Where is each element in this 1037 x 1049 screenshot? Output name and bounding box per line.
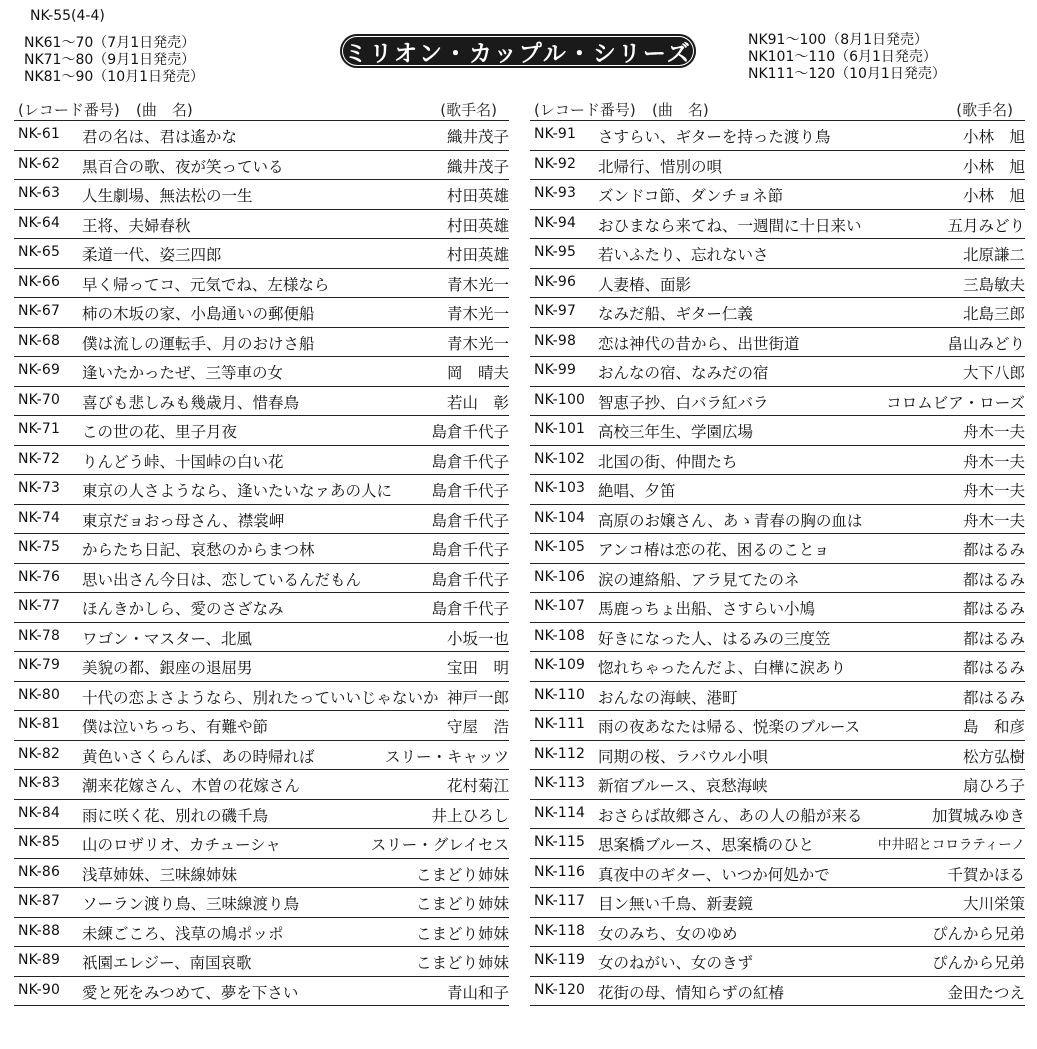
record-code: NK-106	[534, 568, 586, 585]
table-row	[14, 563, 509, 593]
table-row	[530, 238, 1025, 268]
record-code: NK-107	[534, 598, 586, 614]
table-row	[530, 681, 1025, 711]
table-row	[14, 504, 509, 534]
song-titles: 恋は神代の昔から、出世街道	[598, 334, 800, 353]
record-code: NK-95	[534, 244, 577, 260]
record-code: NK-71	[18, 421, 61, 437]
record-code: NK-116	[534, 863, 586, 880]
record-code: NK-77	[18, 598, 61, 614]
record-code: NK-118	[534, 922, 586, 939]
song-titles: 僕は流しの運転手、月のおけさ船	[82, 334, 315, 353]
song-titles: 君の名は、君は遙かな	[82, 128, 238, 146]
record-code: NK-117	[534, 893, 586, 909]
song-titles: 未練ごころ、浅草の鳩ポッポ	[82, 924, 284, 943]
record-code: NK-115	[534, 834, 586, 850]
table-row	[14, 533, 509, 563]
artist-name: 花村菊江	[446, 777, 509, 795]
table-row	[530, 533, 1025, 563]
artist-name: 島倉千代子	[431, 570, 509, 589]
song-titles: 美貌の都、銀座の退屈男	[82, 659, 253, 677]
song-titles: 逢いたかったぜ、三等車の女	[82, 364, 284, 382]
song-titles: 花街の母、情知らずの紅椿	[598, 983, 785, 1002]
song-titles: 黄色いさくらんぼ、あの時帰れば	[82, 747, 315, 766]
table-row	[530, 504, 1025, 534]
record-code: NK-75	[18, 539, 61, 555]
table-row	[530, 563, 1025, 593]
table-row	[14, 858, 509, 888]
artist-name: スリー・グレイセス	[370, 836, 509, 854]
table-row	[530, 887, 1025, 917]
artist-name: 織井茂子	[446, 157, 509, 176]
record-code: NK-90	[18, 981, 61, 998]
record-code: NK-80	[18, 686, 61, 703]
header-title: (曲 名)	[136, 101, 193, 119]
table-row	[14, 415, 509, 445]
record-code: NK-61	[18, 126, 61, 142]
record-code: NK-83	[18, 775, 61, 791]
artist-name: 島倉千代子	[431, 482, 509, 500]
artist-name: 五月みどり	[947, 216, 1025, 235]
song-titles: 愛と死をみつめて、夢を下さい	[82, 983, 299, 1002]
table-row	[530, 946, 1025, 976]
table-row	[14, 445, 509, 475]
song-titles: 北国の街、仲間たち	[598, 452, 738, 471]
table-row	[14, 976, 509, 1007]
record-code: NK-74	[18, 509, 61, 526]
song-titles: 王将、夫婦春秋	[82, 216, 191, 235]
table-row	[14, 179, 509, 209]
song-titles: おひまなら来てね、一週間に十日来い	[598, 216, 862, 235]
table-row	[530, 356, 1025, 386]
record-code: NK-87	[18, 893, 61, 909]
record-code: NK-111	[534, 716, 586, 732]
song-titles: 智恵子抄、白バラ紅バラ	[598, 393, 769, 412]
table-row	[530, 297, 1025, 327]
record-code: NK-101	[534, 421, 586, 437]
artist-name: こまどり姉妹	[415, 924, 509, 943]
table-row	[530, 120, 1025, 150]
record-code: NK-65	[18, 244, 61, 260]
artist-name: 千賀かほる	[947, 865, 1025, 884]
song-titles: 黒百合の歌、夜が笑っている	[82, 157, 284, 176]
left-column	[14, 94, 509, 1006]
table-row	[530, 150, 1025, 180]
table-row	[14, 297, 509, 327]
artist-name: 青木光一	[446, 275, 509, 294]
record-code: NK-63	[18, 185, 61, 201]
record-code: NK-91	[534, 126, 577, 142]
table-row	[14, 209, 509, 239]
song-titles: 涙の連絡船、アラ見てたのネ	[598, 570, 800, 589]
table-row	[14, 887, 509, 917]
record-code: NK-67	[18, 303, 61, 319]
song-titles: 喜びも悲しみも幾歳月、惜春鳥	[82, 393, 300, 412]
song-titles: 人生劇場、無法松の一生	[82, 187, 253, 205]
artist-name: 畠山みどり	[947, 334, 1025, 353]
record-code: NK-78	[18, 627, 61, 644]
artist-name: 都はるみ	[962, 541, 1025, 559]
record-code: NK-88	[18, 922, 61, 939]
table-row	[530, 415, 1025, 445]
record-code: NK-112	[534, 745, 586, 762]
artist-name: こまどり姉妹	[415, 895, 509, 913]
song-titles: 東京の人さようなら、逢いたいなァあの人に	[82, 482, 393, 500]
record-code: NK-85	[18, 834, 61, 850]
song-titles: ワゴン・マスター、北風	[82, 629, 252, 648]
table-row	[14, 917, 509, 947]
record-code: NK-113	[534, 775, 586, 791]
artist-name: 守屋 浩	[446, 718, 509, 736]
artist-name: 北島三郎	[962, 305, 1025, 323]
record-code: NK-105	[534, 539, 586, 555]
table-row	[530, 917, 1025, 947]
artist-name: 織井茂子	[446, 128, 509, 146]
artist-name: 北原謙二	[962, 246, 1025, 264]
record-code: NK-73	[18, 480, 61, 496]
record-code: NK-76	[18, 568, 61, 585]
artist-name: 宝田 明	[446, 659, 509, 677]
artist-name: 小林 旭	[962, 128, 1025, 146]
record-code: NK-104	[534, 509, 586, 526]
table-row	[530, 976, 1025, 1007]
table-row	[530, 474, 1025, 504]
artist-name: 岡 晴夫	[446, 364, 509, 382]
song-titles: 同期の桜、ラバウル小唄	[598, 747, 769, 766]
song-titles: からたち日記、哀愁のからまつ林	[82, 541, 315, 559]
record-code: NK-120	[534, 981, 586, 998]
release-info-right	[748, 32, 946, 83]
table-row	[14, 828, 509, 858]
record-code: NK-94	[534, 214, 577, 231]
artist-name: 舟木一夫	[962, 511, 1025, 530]
artist-name: 舟木一夫	[962, 423, 1025, 441]
record-code: NK-96	[534, 273, 577, 290]
table-row	[14, 327, 509, 357]
record-code: NK-98	[534, 332, 577, 349]
record-code: NK-102	[534, 450, 586, 467]
table-row	[14, 681, 509, 711]
table-row	[14, 120, 509, 150]
song-titles: 人妻椿、面影	[598, 275, 692, 294]
song-titles: 北帰行、惜別の唄	[598, 157, 723, 176]
header-code: (レコード番号)	[534, 101, 636, 119]
artist-name: こまどり姉妹	[415, 954, 509, 972]
song-titles: おんなの海峡、港町	[598, 688, 738, 707]
song-titles: 女のねがい、女のきず	[598, 954, 754, 972]
artist-name: 青木光一	[446, 334, 509, 353]
song-titles: おさらば故郷さん、あの人の船が来る	[598, 806, 863, 825]
artist-name: 加賀城みゆき	[931, 806, 1025, 825]
artist-name: 松方弘樹	[962, 747, 1025, 766]
record-code: NK-92	[534, 155, 577, 172]
right-column	[530, 94, 1025, 1006]
artist-name: 若山 彰	[446, 393, 509, 412]
artist-name: 島倉千代子	[431, 452, 509, 471]
release-line: NK91～100（8月1日発売）	[748, 32, 929, 48]
artist-name: 大川栄策	[962, 895, 1025, 913]
song-titles: 若いふたり、忘れないさ	[598, 246, 769, 264]
table-row	[14, 150, 509, 180]
artist-name: コロムビア・ローズ	[886, 393, 1025, 412]
release-line: NK81～90（10月1日発売）	[24, 69, 205, 85]
artist-name: ぴんから兄弟	[931, 954, 1025, 972]
table-row	[530, 828, 1025, 858]
table-row	[530, 327, 1025, 357]
table-row	[530, 209, 1025, 239]
table-row	[530, 592, 1025, 622]
record-code: NK-89	[18, 952, 61, 968]
record-code: NK-81	[18, 716, 61, 732]
table-row	[14, 651, 509, 681]
song-titles: 祇園エレジー、南国哀歌	[82, 954, 252, 972]
artist-name: こまどり姉妹	[415, 865, 509, 884]
song-titles: 絶唱、夕笛	[598, 482, 676, 500]
release-info-left	[24, 35, 204, 86]
song-titles: ほんきかしら、愛のさざなみ	[82, 600, 284, 618]
record-code: NK-66	[18, 273, 61, 290]
song-titles: 雨に咲く花、別れの磯千鳥	[82, 806, 269, 825]
song-titles: 潮来花嫁さん、木曽の花嫁さん	[82, 777, 300, 795]
record-code: NK-119	[534, 952, 586, 968]
song-titles: 目ン無い千鳥、新妻鏡	[598, 895, 754, 913]
header-artist: (歌手名)	[440, 101, 497, 119]
artist-name: 舟木一夫	[962, 452, 1025, 471]
table-row	[530, 740, 1025, 770]
table-row	[14, 592, 509, 622]
artist-name: 村田英雄	[446, 187, 509, 205]
artist-name: 小坂一也	[446, 629, 509, 648]
record-code: NK-99	[534, 362, 577, 378]
table-row	[14, 769, 509, 799]
record-code: NK-68	[18, 332, 61, 349]
record-code: NK-108	[534, 627, 586, 644]
artist-name: 都はるみ	[962, 659, 1025, 677]
record-code: NK-86	[18, 863, 61, 880]
song-titles: さすらい、ギターを持った渡り鳥	[598, 128, 831, 146]
header-title: (曲 名)	[652, 101, 709, 119]
release-line: NK101～110（6月1日発売）	[748, 49, 937, 65]
table-row	[14, 740, 509, 770]
song-titles: 思い出さん今日は、恋しているんだもん	[82, 570, 362, 589]
table-row	[530, 651, 1025, 681]
table-row	[530, 710, 1025, 740]
release-line: NK111～120（10月1日発売）	[748, 66, 946, 82]
table-row	[14, 946, 509, 976]
song-titles: 思案橋ブルース、思案橋のひと	[598, 836, 815, 854]
artist-name: 島倉千代子	[431, 423, 509, 441]
table-row	[530, 179, 1025, 209]
table-row	[14, 622, 509, 652]
table-row	[530, 622, 1025, 652]
record-code: NK-79	[18, 657, 61, 673]
table-row	[14, 238, 509, 268]
artist-name: 中井昭とコロラティーノ	[877, 837, 1025, 853]
catalog-id: NK-55(4-4)	[30, 8, 105, 24]
record-code: NK-114	[534, 804, 586, 821]
song-titles: 早く帰ってコ、元気でね、左様なら	[82, 275, 330, 294]
artist-name: 島倉千代子	[431, 600, 509, 618]
song-titles: この世の花、里子月夜	[82, 423, 238, 441]
song-titles: 東京だョおっ母さん、襟裳岬	[82, 511, 285, 530]
artist-name: 青木光一	[446, 305, 509, 323]
record-code: NK-103	[534, 480, 586, 496]
table-row	[14, 710, 509, 740]
record-code: NK-109	[534, 657, 586, 673]
song-titles: 高校三年生、学園広場	[598, 423, 754, 441]
record-code: NK-62	[18, 155, 61, 172]
column-header	[14, 94, 509, 120]
record-code: NK-100	[534, 391, 586, 408]
table-row	[530, 445, 1025, 475]
song-titles: なみだ船、ギター仁義	[598, 305, 753, 323]
artist-name: 青山和子	[446, 983, 509, 1002]
table-row	[530, 268, 1025, 298]
artist-name: 村田英雄	[446, 246, 509, 264]
artist-name: 神戸一郎	[446, 688, 509, 707]
series-title: ミリオン・カップル・シリーズ	[340, 34, 696, 68]
table-row	[14, 799, 509, 829]
header-code: (レコード番号)	[18, 101, 120, 119]
song-titles: おんなの宿、なみだの宿	[598, 364, 769, 382]
record-code: NK-82	[18, 745, 61, 762]
record-code: NK-97	[534, 303, 577, 319]
artist-name: 小林 旭	[962, 157, 1025, 176]
table-row	[14, 356, 509, 386]
song-titles: 雨の夜あなたは帰る、悦楽のブルース	[598, 718, 861, 736]
table-row	[14, 268, 509, 298]
song-titles: 山のロザリオ、カチューシャ	[82, 836, 281, 854]
song-titles: 十代の恋よさようなら、別れたっていいじゃないか	[82, 688, 439, 707]
song-titles: 好きになった人、はるみの三度笠	[598, 629, 831, 648]
record-code: NK-72	[18, 450, 61, 467]
release-line: NK61～70（7月1日発売）	[24, 35, 196, 51]
record-code: NK-84	[18, 804, 61, 821]
song-titles: アンコ椿は恋の花、困るのことョ	[598, 541, 830, 559]
song-titles: 高原のお嬢さん、あゝ青春の胸の血は	[598, 511, 863, 530]
artist-name: 都はるみ	[962, 629, 1025, 648]
header-artist: (歌手名)	[956, 101, 1013, 119]
artist-name: 大下八郎	[962, 364, 1025, 382]
song-titles: 僕は泣いちっち、有難や節	[82, 718, 269, 736]
song-titles: 新宿ブルース、哀愁海峡	[598, 777, 768, 795]
artist-name: 島倉千代子	[431, 511, 509, 530]
song-titles: 真夜中のギター、いつか何処かで	[598, 865, 830, 884]
column-header	[530, 94, 1025, 120]
artist-name: 村田英雄	[446, 216, 509, 235]
song-titles: 柿の木坂の家、小島通いの郵便船	[82, 305, 315, 323]
artist-name: 三島敏夫	[962, 275, 1025, 294]
song-titles: 浅草姉妹、三味線姉妹	[82, 865, 238, 884]
table-row	[530, 386, 1025, 416]
song-titles: 馬鹿っちょ出船、さすらい小鳩	[598, 600, 816, 618]
table-row	[14, 474, 509, 504]
artist-name: 都はるみ	[962, 570, 1025, 589]
table-row	[530, 858, 1025, 888]
song-titles: りんどう峠、十国峠の白い花	[82, 452, 284, 471]
artist-name: 島倉千代子	[431, 541, 509, 559]
artist-name: 小林 旭	[962, 187, 1025, 205]
artist-name: 舟木一夫	[962, 482, 1025, 500]
artist-name: ぴんから兄弟	[931, 924, 1025, 943]
record-code: NK-69	[18, 362, 61, 378]
table-row	[14, 386, 509, 416]
record-code: NK-93	[534, 185, 577, 201]
artist-name: 金田たつえ	[947, 983, 1025, 1002]
record-code: NK-110	[534, 686, 586, 703]
artist-name: 都はるみ	[962, 600, 1025, 618]
artist-name: 扇ひろ子	[962, 777, 1025, 795]
release-line: NK71～80（9月1日発売）	[24, 52, 196, 68]
song-titles: 女のみち、女のゆめ	[598, 924, 738, 943]
table-row	[530, 799, 1025, 829]
artist-name: 都はるみ	[962, 688, 1025, 707]
artist-name: スリー・キャッツ	[384, 747, 509, 766]
song-titles: ズンドコ節、ダンチョネ節	[598, 187, 784, 205]
table-row	[530, 769, 1025, 799]
song-titles: 柔道一代、姿三四郎	[82, 246, 222, 264]
artist-name: 島 和彦	[962, 718, 1025, 736]
record-code: NK-70	[18, 391, 61, 408]
artist-name: 井上ひろし	[431, 806, 509, 825]
song-titles: ソーラン渡り鳥、三味線渡り鳥	[82, 895, 300, 913]
record-code: NK-64	[18, 214, 61, 231]
song-titles: 惚れちゃったんだよ、白樺に涙あり	[598, 659, 847, 677]
